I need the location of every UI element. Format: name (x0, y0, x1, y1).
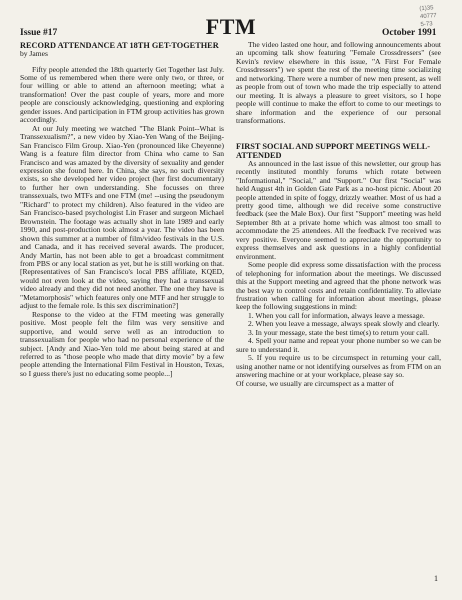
article-paragraph: Of course, we usually are circumspect as a matter of (236, 378, 394, 388)
article-paragraph: Some people did express some dissatisfaction with the process of telephoning for information about the meetings. We discussed this at the Support meeting and agreed that the phone network was the best way to control costs and retain confidentiality. To alleviate frustration when calling for information about meetings, please keep the following suggestions in mind: (236, 260, 441, 312)
archive-note-line: 5-73 (420, 21, 433, 29)
left-column (20, 41, 224, 580)
article-title: RECORD ATTENDANCE AT 18TH GET-TOGETHER (20, 41, 219, 50)
article-paragraph: Response to the video at the FTM meeting was generally positive. Most people felt the film was very sensitive and supportive, and would serve well as an introduction to transsexualism for people who had no personal experience of the subject. [Andy and Xiao-Yen told me about being stared at and referred to as "those people who made that dirty movie" by a few people attending the International Film Festival in Houston, Texas, so I guess there's just no educating some people...] (20, 309, 224, 378)
article-paragraph: At our July meeting we watched "The Blank Point--What is Transsexualism?", a new video by Xiao-Yen Wang of the Beijing-San Francisco Film Group. Xiao-Yen (pronounced like Cheyenne) Wang is a feature film director from China who came to San Francisco and was amazed by the diversity of sexuality and gender expression she found here. In China, she says, no such diversity exists, so she developed her video project (her first documentary) to further her own understanding. She focusses on three transsexuals, two MTFs and one FTM (me! --using the pseudonym "Richard" to protect my children). Also featured in the video are San Francisco-based psychologist Lin Fraser and surgeon Michael Brownstein. The footage was actually shot in late 1989 and early 1990, and post-production took almost a year. The video has been shown this summer at a number of film/video festivals in the U.S. and Canada, and it has received several awards. The producer, Andy Martin, has not been able to get a broadcast commitment from PBS or any local station as yet, but he is still working on that. [Representatives of San Francisco's local PBS affiliate, KQED, would not even look at the video, saying they had a transsexual video already and they did not need another. The one they have is "Metamorphosis" which features only one MTF and her struggle to adjust to the female role. Is this sex discrimination?] (20, 123, 224, 311)
suggestion-item: 3. In your message, state the best time(s) to return your call. (248, 327, 430, 337)
article-byline: by James (20, 49, 48, 59)
article-paragraph: Fifty people attended the 18th quarterly Get Together last July. Some of us remembered when there were only two, or three, or four willing or able to attend an afternoon meeting; what a transformation! Over the past couple of years, more and more people are consciously acknowledging, questioning and exploring gender issues. And participation in FTM group activities has grown accordingly. (20, 64, 224, 125)
page-number: 1 (434, 574, 438, 583)
suggestion-item: 1. When you call for information, always leave a message. (248, 310, 425, 320)
article-paragraph: As announced in the last issue of this newsletter, our group has recently instituted monthly forums which rotate between "Informational," "Social," and "Support." Our first "Social" was held August 4th in Golden Gate Park as a no-host picnic. About 20 people attended in spite of foggy, drizzly weather. Most of us had a pretty good time, although we did receive some constructive feedback (see the Male Box). Our first "Support" meeting was held September 8th at a private home which was almost too small to accommodate the 25 attendees. All the feedback I've received was very positive. Everyone seemed to appreciate the opportunity to express themselves and ask questions in a highly confidential environment. (236, 158, 441, 261)
archive-note-line: (1)35 (419, 5, 434, 13)
suggestion-item: 4. Spell your name and repeat your phone number so we can be sure to understand it. (236, 336, 441, 354)
newsletter-title: FTM (205, 14, 257, 39)
issue-number: Issue #17 (20, 28, 58, 38)
article-title: FIRST SOCIAL AND SUPPORT MEETINGS WELL-ATTENDED (236, 141, 431, 160)
suggestion-item: 5. If you require us to be circumspect in returning your call, using another name or not identifying ourselves as from FTM on an answering machine or at your workplace, please say so. (236, 353, 441, 380)
article-paragraph-continued: The video lasted one hour, and following announcements about an upcoming talk show featuring "Female Crossdressers" (see Kevin's review elsewhere in this issue, "A First For Female Crossdressers") we spent the rest of the meeting time socializing and networking. There were a number of new men present, as well as people from out of town who made the trip especially to attend our meeting. It is always a pleasure to greet visitors, so I hope people will continue to make the effort to come to our meetings to share information and the experience of our personal transformations. (236, 41, 441, 126)
right-column (236, 41, 441, 580)
issue-date: October 1991 (382, 28, 437, 38)
suggestion-item: 2. When you leave a message, always speak slowly and clearly. (248, 319, 440, 329)
archive-note-line: 40777 (419, 13, 437, 21)
